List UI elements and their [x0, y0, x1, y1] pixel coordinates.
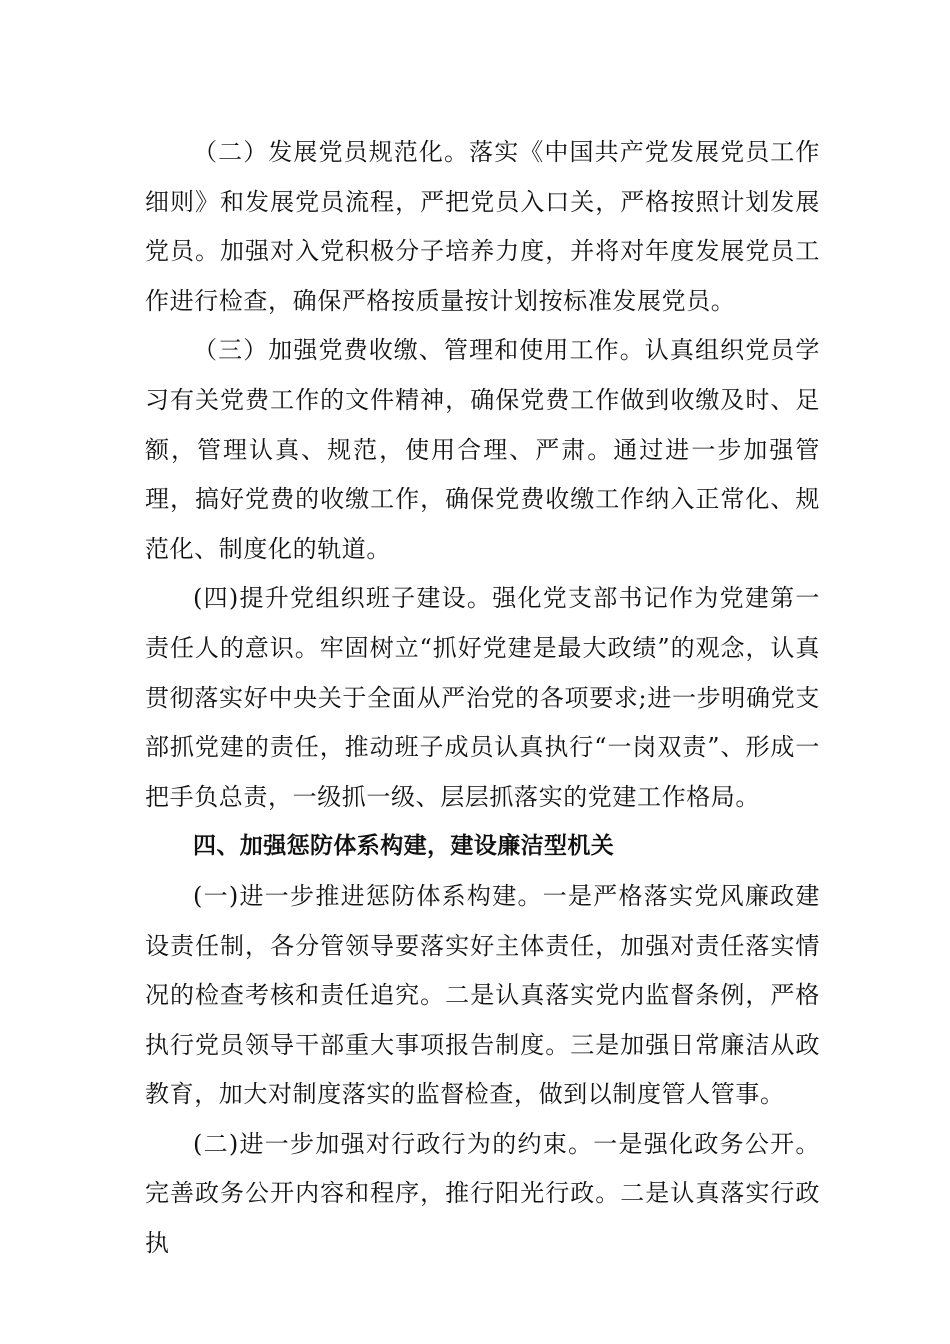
section-heading-anti-corruption: 四、加强惩防体系构建，建设廉洁型机关: [193, 833, 615, 860]
paragraph-party-dues: （三）加强党费收缴、管理和使用工作。认真组织党员学习有关党费工作的文件精神，确保党费工作做到收缴及时、足额，管理认真、规范，使用合理、严肃。通过进一步加强管理，搞好党费的收缴工作，确保党费收缴工作纳入正常化、规范化、制度化的轨道。: [145, 336, 820, 563]
paragraph-party-member-development: （二）发展党员规范化。落实《中国共产党发展党员工作细则》和发展党员流程，严把党员入口关，严格按照计划发展党员。加强对入党积极分子培养力度，并将对年度发展党员工作进行检查，确保严格按质量按计划按标准发展党员。: [145, 138, 820, 315]
document-body: [145, 128, 820, 1269]
paragraph-leadership-team: (四)提升党组织班子建设。强化党支部书记作为党建第一责任人的意识。牢固树立“抓好党建是最大政绩”的观念，认真贯彻落实好中央关于全面从严治党的各项要求;进一步明确党支部抓党建的责任，推动班子成员认真执行“一岗双责”、形成一把手负总责，一级抓一级、层层抓落实的党建工作格局。: [145, 584, 820, 811]
paragraph-administrative-conduct: (二)进一步加强对行政行为的约束。一是强化政务公开。完善政务公开内容和程序，推行阳光行政。二是认真落实行政执: [145, 1129, 820, 1258]
paragraph-prevention-system: (一)进一步推进惩防体系构建。一是严格落实党风廉政建设责任制，各分管领导要落实好主体责任，加强对责任落实情况的检查考核和责任追究。二是认真落实党内监督条例，严格执行党员领导干部重大事项报告制度。三是加强日常廉洁从政教育，加大对制度落实的监督检查，做到以制度管人管事。: [145, 881, 820, 1109]
